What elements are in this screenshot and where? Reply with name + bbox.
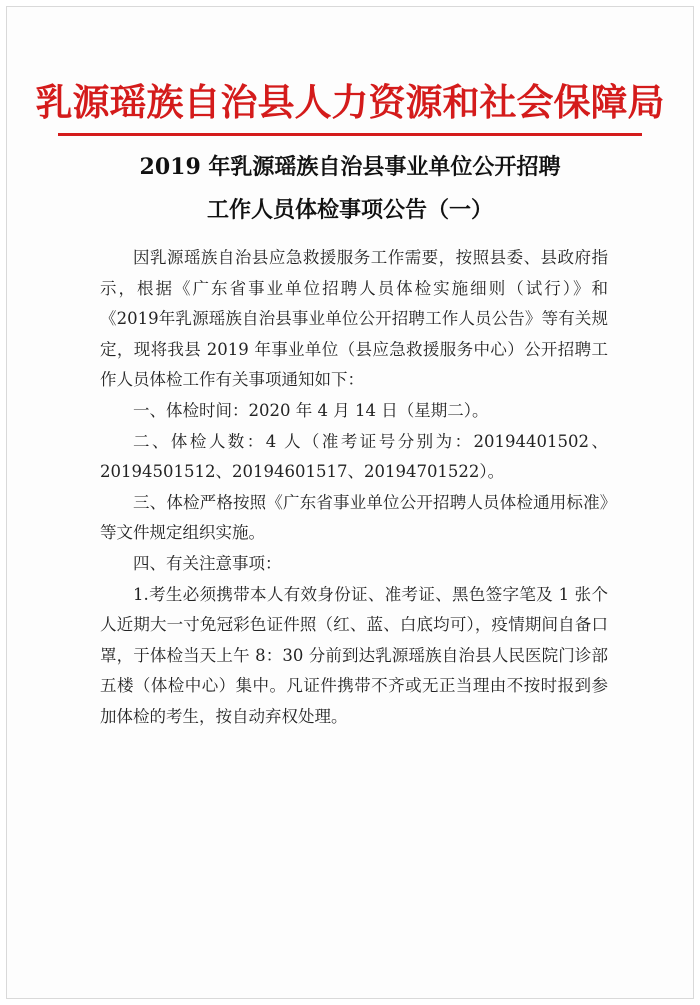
item-notes-heading: 四、有关注意事项： <box>133 553 282 573</box>
header-rule <box>58 133 642 136</box>
document-title-line-1: 2019 年乳源瑶族自治县事业单位公开招聘 <box>139 154 561 180</box>
intro-paragraph: 因乳源瑶族自治县应急救援服务工作需要，按照县委、县政府指示，根据《广东省事业单位招聘人员体检实施细则（试行）》和《2019年乳源瑶族自治县事业单位公开招聘工作人员公告》等有关规定，现将我县 2019 年事业单位（县应急救援服务中心）公开招聘工作人员体检工作有关事项通知如下： <box>100 248 608 390</box>
item-exam-count: 二、体检人数：4 人（准考证号分别为：20194401502、20194501512、20194601517、20194701522）。 <box>100 431 608 482</box>
item-exam-time: 一、体检时间：2020 年 4 月 14 日（星期二）。 <box>133 400 489 420</box>
document-title-line-2: 工作人员体检事项公告（一） <box>206 197 493 223</box>
item-note-1: 1.考生必须携带本人有效身份证、准考证、黑色签字笔及 1 张个人近期大一寸免冠彩色证件照（红、蓝、白底均可），疫情期间自备口罩，于体检当天上午 8：30 分前到达乳源瑶族自治县人民医院门诊部五楼（体检中心）集中。凡证件携带不齐或无正当理由不按时报到参加体检的考生，按自动弃权处理。 <box>100 584 608 726</box>
organization-header: 乳源瑶族自治县人力资源和社会保障局 <box>35 81 665 124</box>
document-body <box>100 243 608 733</box>
item-exam-standard: 三、体检严格按照《广东省事业单位公开招聘人员体检通用标准》等文件规定组织实施。 <box>100 492 608 543</box>
